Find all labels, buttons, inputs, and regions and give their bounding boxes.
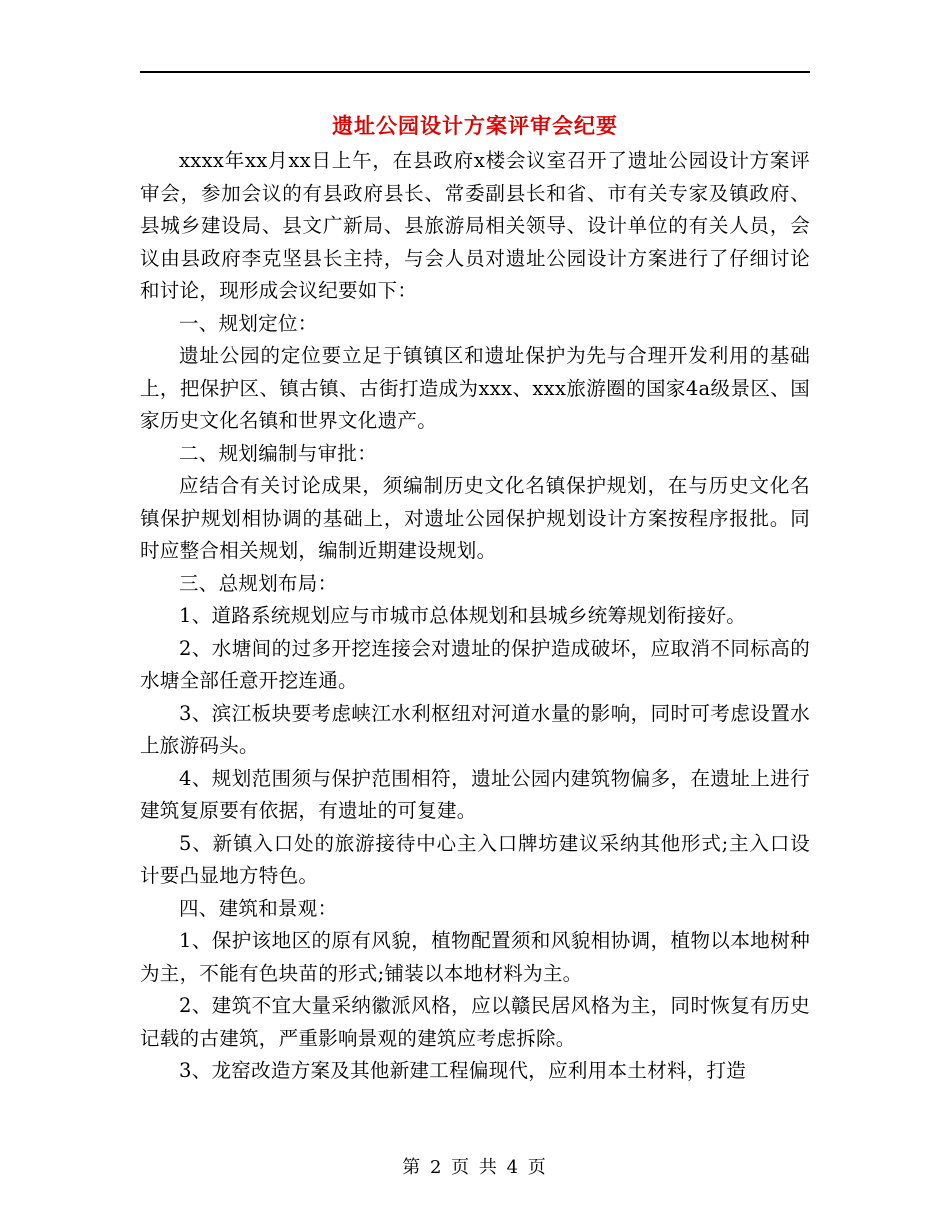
page-number: 第 2 页 共 4 页 [402,1157,548,1178]
document-title: 遗址公园设计方案评审会纪要 [332,113,618,138]
paragraph-layout-item-1: 1、道路系统规划应与市城市总体规划和县城乡统筹规划衔接好。 [179,604,747,627]
document-body [140,145,810,1088]
paragraph-layout-item-5: 5、新镇入口处的旅游接待中心主入口牌坊建议采纳其他形式;主入口设计要凸显地方特色。 [140,831,810,887]
paragraph-positioning: 遗址公园的定位要立足于镇镇区和遗址保护为先与合理开发利用的基础上，把保护区、镇古镇、古街打造成为xxx、xxx旅游圈的国家4a级景区、国家历史文化名镇和世界文化遗产。 [140,344,810,432]
header-rule [140,71,810,73]
paragraph-layout-item-3: 3、滨江板块要考虑峡江水利枢纽对河道水量的影响，同时可考虑设置水上旅游码头。 [140,701,810,757]
paragraph-layout-item-4: 4、规划范围须与保护范围相符，遗址公园内建筑物偏多，在遗址上进行建筑复原要有依据，有遗址的可复建。 [140,766,810,822]
section-heading-positioning: 一、规划定位： [179,311,318,335]
paragraph-intro: xxxx年xx月xx日上午，在县政府x楼会议室召开了遗址公园设计方案评审会，参加会议的有县政府县长、常委副县长和省、市有关专家及镇政府、县城乡建设局、县文广新局、县旅游局相关领导、设计单位的有关人员，会议由县政府李克坚县长主持，与会人员对遗址公园设计方案进行了仔细讨论和讨论，现形成会议纪要如下： [140,149,810,302]
paragraph-architecture-item-1: 1、保护该地区的原有风貌，植物配置须和风貌相协调，植物以本地树种为主，不能有色块苗的形式;铺装以本地材料为主。 [140,929,810,985]
paragraph-planning-approval: 应结合有关讨论成果，须编制历史文化名镇保护规划，在与历史文化名镇保护规划相协调的基础上，对遗址公园保护规划设计方案按程序报批。同时应整合相关规划，编制近期建设规划。 [140,474,810,562]
paragraph-architecture-item-3: 3、龙窑改造方案及其他新建工程偏现代，应利用本土材料，打造 [179,1059,747,1082]
section-heading-layout: 三、总规划布局： [179,571,338,595]
section-heading-planning-approval: 二、规划编制与审批： [179,441,378,465]
paragraph-architecture-item-2: 2、建筑不宜大量采纳徽派风格，应以赣民居风格为主，同时恢复有历史记载的古建筑，严重影响景观的建筑应考虑拆除。 [140,994,810,1050]
paragraph-layout-item-2: 2、水塘间的过多开挖连接会对遗址的保护造成破坏，应取消不同标高的水塘全部任意开挖连通。 [140,636,810,692]
section-heading-architecture: 四、建筑和景观： [179,896,338,920]
